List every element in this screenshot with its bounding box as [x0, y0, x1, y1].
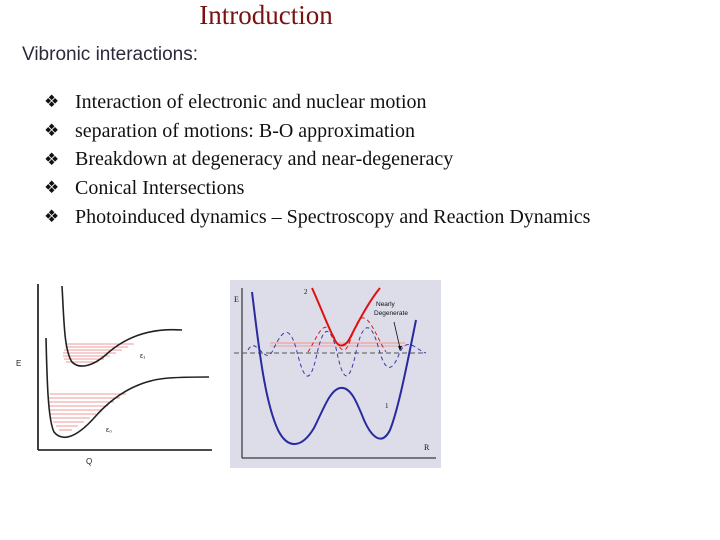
upper-state-label: ε₁ [140, 353, 146, 360]
x-axis-label: R [424, 443, 430, 452]
x-axis-label: Q [86, 457, 93, 466]
lower-state-label: ε₀ [106, 427, 113, 434]
annotation-text: Nearly [376, 301, 395, 308]
diamond-bullet-icon: ❖ [44, 121, 60, 141]
y-axis-label: E [234, 295, 239, 304]
list-item: ❖ Conical Intersections [44, 176, 245, 199]
bullet-list [44, 88, 590, 231]
diamond-bullet-icon: ❖ [44, 92, 60, 112]
upper-state-label: 2 [304, 288, 308, 296]
slide-subtitle: Vibronic interactions: [22, 44, 199, 65]
diamond-bullet-icon: ❖ [44, 149, 60, 169]
slide-title: Introduction [199, 0, 333, 30]
double-well-figure-right [230, 280, 441, 468]
y-axis-label: E [16, 359, 22, 368]
lower-state-label: 1 [385, 402, 389, 410]
list-item: ❖ Interaction of electronic and nuclear motion [44, 90, 427, 113]
list-item: ❖ separation of motions: B-O approximation [44, 119, 415, 142]
list-item: ❖ Photoinduced dynamics – Spectroscopy and Reaction Dynamics [44, 205, 591, 228]
diamond-bullet-icon: ❖ [44, 178, 60, 198]
diamond-bullet-icon: ❖ [44, 207, 60, 227]
potential-energy-figure-left [14, 280, 214, 470]
annotation-text: Degenerate [374, 310, 408, 317]
list-item: ❖ Breakdown at degeneracy and near-degeneracy [44, 148, 454, 171]
